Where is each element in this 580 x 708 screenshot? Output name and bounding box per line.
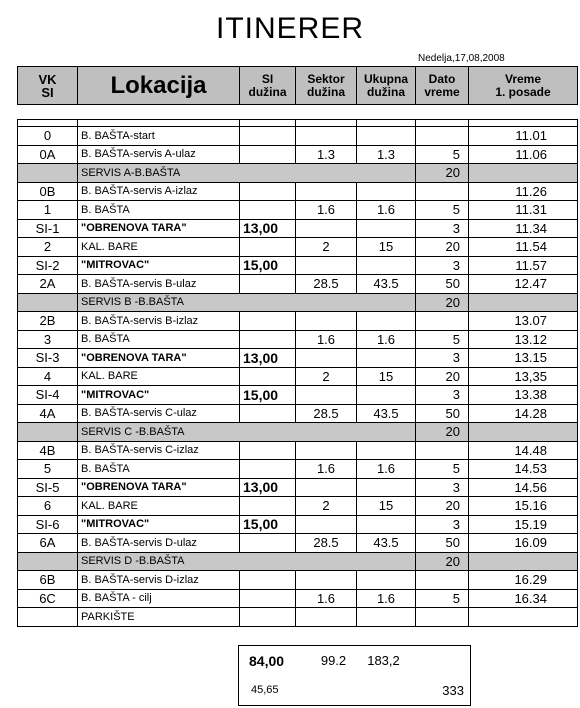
cell-vreme: 14.56 (469, 478, 578, 497)
itinerary-table (17, 119, 578, 627)
cell-sektor (296, 608, 357, 627)
cell-si: 15,00 (240, 256, 296, 275)
table-row (18, 497, 578, 516)
cell-vk (18, 293, 78, 312)
cell-si (240, 182, 296, 201)
cell-ukupna: 15 (357, 367, 416, 386)
header-table (17, 66, 578, 105)
cell-vk: 6 (18, 497, 78, 516)
cell-lok: B. BAŠTA-start (78, 127, 240, 146)
cell-si (240, 571, 296, 590)
table-row (18, 589, 578, 608)
cell-vk: 2B (18, 312, 78, 331)
cell-sektor: 1.6 (296, 460, 357, 479)
cell-lok: B. BAŠTA-servis A-ulaz (78, 145, 240, 164)
cell-vk (18, 423, 78, 442)
cell-lokacija: SERVIS D -B.BAŠTA (78, 552, 416, 571)
cell-ukupna (357, 478, 416, 497)
cell-lok: B. BAŠTA-servis D-izlaz (78, 571, 240, 590)
table-row (18, 164, 578, 183)
cell-vreme: 16.29 (469, 571, 578, 590)
cell-sektor (296, 571, 357, 590)
cell-dato: 20 (416, 552, 469, 571)
cell-si (240, 127, 296, 146)
cell-si (240, 497, 296, 516)
cell-dato: 50 (416, 534, 469, 553)
table-row (18, 386, 578, 405)
cell-sektor: 28.5 (296, 404, 357, 423)
table-row (18, 478, 578, 497)
cell-ukupna (357, 386, 416, 405)
total-ukupna: 183,2 (367, 653, 400, 669)
header-vreme-posade: Vreme 1. posade (469, 67, 578, 105)
cell-vk (18, 608, 78, 627)
cell-si: 13,00 (240, 349, 296, 368)
cell-ukupna: 1.6 (357, 330, 416, 349)
cell-vreme: 11.34 (469, 219, 578, 238)
cell-dato: 3 (416, 386, 469, 405)
cell-sektor: 2 (296, 367, 357, 386)
cell-si: 13,00 (240, 478, 296, 497)
cell-lok: B. BAŠTA - cilj (78, 589, 240, 608)
cell-si: 15,00 (240, 386, 296, 405)
cell-lok: "MITROVAC" (78, 515, 240, 534)
cell-vreme (469, 423, 578, 442)
cell-vreme (469, 552, 578, 571)
cell-dato (416, 608, 469, 627)
cell-sektor: 1.6 (296, 330, 357, 349)
cell-vreme: 11.57 (469, 256, 578, 275)
cell-vreme: 13,35 (469, 367, 578, 386)
cell-lok: B. BAŠTA-servis A-izlaz (78, 182, 240, 201)
cell-vk: 3 (18, 330, 78, 349)
cell-dato: 50 (416, 275, 469, 294)
cell-vk: SI-4 (18, 386, 78, 405)
cell-lokacija: SERVIS A-B.BAŠTA (78, 164, 416, 183)
cell-sektor (296, 478, 357, 497)
cell-si: 15,00 (240, 515, 296, 534)
cell-si: 13,00 (240, 219, 296, 238)
cell-vk: 5 (18, 460, 78, 479)
table-row (18, 275, 578, 294)
cell-sektor (296, 312, 357, 331)
table-row (18, 423, 578, 442)
cell-ukupna: 15 (357, 497, 416, 516)
cell-ukupna: 43.5 (357, 534, 416, 553)
cell-dato: 3 (416, 515, 469, 534)
cell-vreme: 11.31 (469, 201, 578, 220)
cell-ukupna (357, 349, 416, 368)
cell-dato: 3 (416, 256, 469, 275)
table-row (18, 256, 578, 275)
table-row (18, 608, 578, 627)
cell-vk: 6A (18, 534, 78, 553)
cell-lok: KAL. BARE (78, 238, 240, 257)
table-row (18, 238, 578, 257)
cell-lok: B. BAŠTA (78, 330, 240, 349)
cell-sektor (296, 219, 357, 238)
cell-ukupna: 1.6 (357, 589, 416, 608)
cell-si (240, 145, 296, 164)
cell-dato: 20 (416, 293, 469, 312)
cell-sektor: 1.3 (296, 145, 357, 164)
cell-lok: "MITROVAC" (78, 256, 240, 275)
table-row (18, 441, 578, 460)
cell-vreme: 16.34 (469, 589, 578, 608)
cell-dato (416, 571, 469, 590)
header-row (18, 67, 578, 105)
cell-sektor (296, 441, 357, 460)
cell-ukupna: 43.5 (357, 275, 416, 294)
cell-vk (18, 552, 78, 571)
cell-lokacija: SERVIS C -B.BAŠTA (78, 423, 416, 442)
cell-ukupna (357, 571, 416, 590)
cell-si (240, 460, 296, 479)
cell-lok: "MITROVAC" (78, 386, 240, 405)
subtotal-si: 45,65 (251, 684, 279, 697)
cell-ukupna (357, 312, 416, 331)
cell-vk: 2A (18, 275, 78, 294)
header-ukupna-duzina: Ukupna dužina (357, 67, 416, 105)
cell-si (240, 589, 296, 608)
header-lokacija: Lokacija (78, 67, 240, 105)
cell-vreme: 14.28 (469, 404, 578, 423)
cell-vreme: 15.16 (469, 497, 578, 516)
cell-ukupna (357, 515, 416, 534)
cell-vreme: 11.54 (469, 238, 578, 257)
total-si: 84,00 (249, 652, 285, 669)
cell-vreme: 15.19 (469, 515, 578, 534)
cell-vk: 1 (18, 201, 78, 220)
cell-sektor: 2 (296, 497, 357, 516)
header-si-duzina: SI dužina (240, 67, 296, 105)
cell-vreme: 14.48 (469, 441, 578, 460)
cell-ukupna (357, 256, 416, 275)
cell-dato: 20 (416, 497, 469, 516)
cell-dato: 20 (416, 423, 469, 442)
table-row (18, 293, 578, 312)
table-row (18, 404, 578, 423)
cell-vreme: 13.07 (469, 312, 578, 331)
cell-dato: 3 (416, 349, 469, 368)
date-label: Nedelja,17,08,2008 (418, 53, 505, 64)
cell-si (240, 441, 296, 460)
cell-vk: 6B (18, 571, 78, 590)
cell-vk: 0B (18, 182, 78, 201)
cell-vk: SI-1 (18, 219, 78, 238)
cell-vreme (469, 293, 578, 312)
cell-ukupna (357, 182, 416, 201)
table-row (18, 571, 578, 590)
cell-ukupna: 1.6 (357, 201, 416, 220)
cell-ukupna: 1.3 (357, 145, 416, 164)
table-row (18, 127, 578, 146)
cell-si (240, 275, 296, 294)
cell-dato: 5 (416, 330, 469, 349)
cell-si (240, 367, 296, 386)
cell-vreme: 11.06 (469, 145, 578, 164)
cell-vk: 4 (18, 367, 78, 386)
cell-si (240, 330, 296, 349)
table-row (18, 330, 578, 349)
cell-vreme: 13.12 (469, 330, 578, 349)
cell-dato (416, 127, 469, 146)
cell-vk: 0A (18, 145, 78, 164)
cell-lok: KAL. BARE (78, 497, 240, 516)
cell-vk: SI-3 (18, 349, 78, 368)
cell-dato (416, 441, 469, 460)
table-row (18, 460, 578, 479)
table-row (18, 182, 578, 201)
totals-row (239, 646, 471, 676)
cell-dato: 20 (416, 367, 469, 386)
cell-dato (416, 312, 469, 331)
cell-sektor: 28.5 (296, 275, 357, 294)
cell-si (240, 312, 296, 331)
cell-dato: 5 (416, 460, 469, 479)
cell-vk: 6C (18, 589, 78, 608)
cell-sektor (296, 182, 357, 201)
cell-sektor: 1.6 (296, 201, 357, 220)
table-row (18, 312, 578, 331)
cell-vk: 0 (18, 127, 78, 146)
table-row (18, 552, 578, 571)
cell-dato: 50 (416, 404, 469, 423)
spacer-row (18, 120, 578, 127)
cell-ukupna: 1.6 (357, 460, 416, 479)
cell-vk (18, 164, 78, 183)
cell-vreme: 16.09 (469, 534, 578, 553)
cell-lok: B. BAŠTA-servis C-izlaz (78, 441, 240, 460)
subtotals-row (239, 676, 471, 706)
cell-vk: SI-6 (18, 515, 78, 534)
total-sektor: 99.2 (320, 653, 347, 669)
table-row (18, 515, 578, 534)
cell-ukupna: 43.5 (357, 404, 416, 423)
cell-sektor (296, 386, 357, 405)
cell-lok: B. BAŠTA-servis B-izlaz (78, 312, 240, 331)
cell-dato: 5 (416, 145, 469, 164)
cell-lok: "OBRENOVA TARA" (78, 349, 240, 368)
cell-vreme: 13.38 (469, 386, 578, 405)
cell-sektor (296, 349, 357, 368)
table-row (18, 349, 578, 368)
cell-lok: B. BAŠTA (78, 201, 240, 220)
table-row (18, 219, 578, 238)
table-row (18, 201, 578, 220)
table-row (18, 534, 578, 553)
cell-lok: B. BAŠTA-servis B-ulaz (78, 275, 240, 294)
cell-ukupna (357, 219, 416, 238)
cell-dato: 3 (416, 478, 469, 497)
cell-sektor (296, 256, 357, 275)
header-vk: VK SI (18, 67, 78, 105)
cell-dato: 20 (416, 164, 469, 183)
cell-sektor: 28.5 (296, 534, 357, 553)
cell-ukupna (357, 127, 416, 146)
cell-lok: B. BAŠTA-servis C-ulaz (78, 404, 240, 423)
cell-si (240, 534, 296, 553)
totals-box (238, 645, 471, 706)
cell-lokacija: SERVIS B -B.BAŠTA (78, 293, 416, 312)
cell-vreme: 11.26 (469, 182, 578, 201)
cell-vreme: 11.01 (469, 127, 578, 146)
cell-vk: 4A (18, 404, 78, 423)
cell-lok: "OBRENOVA TARA" (78, 219, 240, 238)
cell-vk: 2 (18, 238, 78, 257)
cell-lok: KAL. BARE (78, 367, 240, 386)
cell-sektor: 2 (296, 238, 357, 257)
page-title: ITINERER (215, 12, 364, 45)
cell-sektor: 1.6 (296, 589, 357, 608)
cell-si (240, 608, 296, 627)
cell-si (240, 404, 296, 423)
cell-vreme (469, 164, 578, 183)
header-sektor-duzina: Sektor dužina (296, 67, 357, 105)
cell-dato (416, 182, 469, 201)
cell-lok: B. BAŠTA-servis D-ulaz (78, 534, 240, 553)
cell-ukupna (357, 608, 416, 627)
cell-ukupna (357, 441, 416, 460)
cell-vk: SI-2 (18, 256, 78, 275)
cell-si (240, 238, 296, 257)
cell-ukupna: 15 (357, 238, 416, 257)
cell-vreme: 12.47 (469, 275, 578, 294)
cell-dato: 20 (416, 238, 469, 257)
cell-dato: 5 (416, 201, 469, 220)
subtotal-dato: 333 (442, 682, 464, 698)
cell-vreme (469, 608, 578, 627)
cell-vreme: 14.53 (469, 460, 578, 479)
cell-lok: B. BAŠTA (78, 460, 240, 479)
table-row (18, 145, 578, 164)
header-dato-vreme: Dato vreme (416, 67, 469, 105)
cell-sektor (296, 127, 357, 146)
cell-dato: 3 (416, 219, 469, 238)
cell-vk: SI-5 (18, 478, 78, 497)
cell-si (240, 201, 296, 220)
table-row (18, 367, 578, 386)
cell-sektor (296, 515, 357, 534)
cell-vk: 4B (18, 441, 78, 460)
cell-lok: PARKIŠTE (78, 608, 240, 627)
cell-vreme: 13.15 (469, 349, 578, 368)
cell-lok: "OBRENOVA TARA" (78, 478, 240, 497)
cell-dato: 5 (416, 589, 469, 608)
